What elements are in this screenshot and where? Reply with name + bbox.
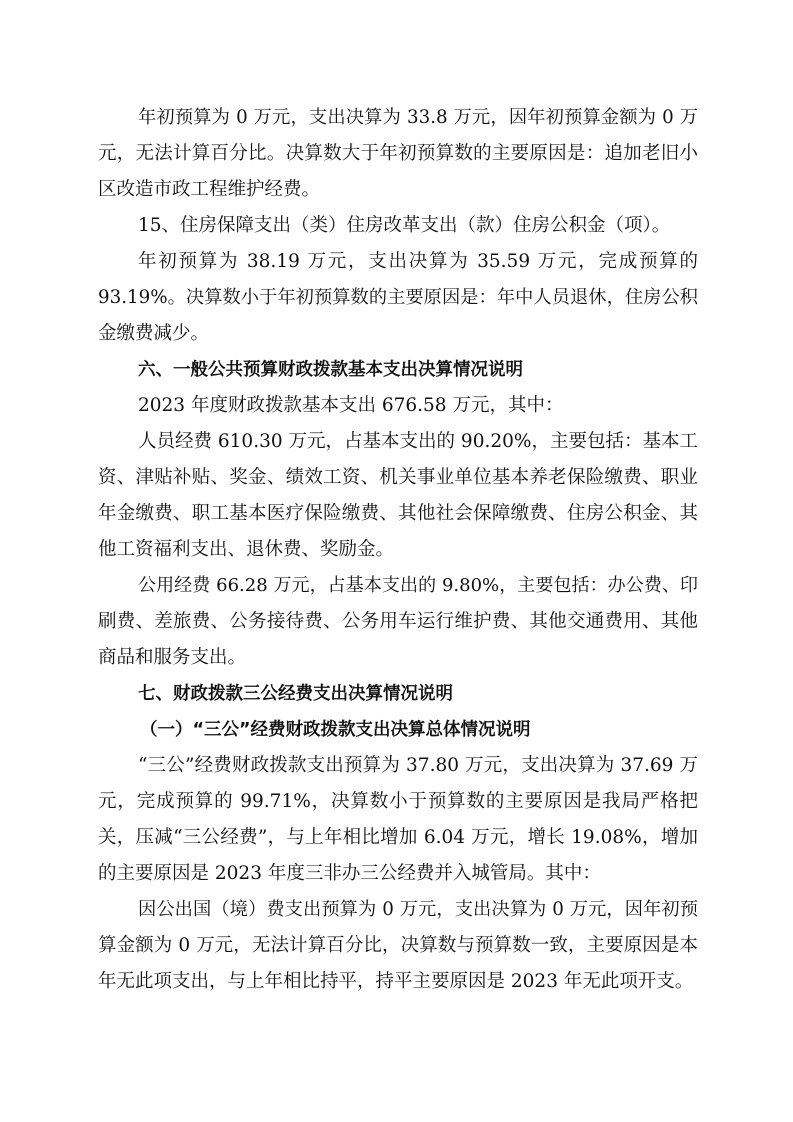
section-heading-7: 七、财政拨款三公经费支出决算情况说明 [138, 684, 453, 704]
paragraph-line: 商品和服务支出。 [98, 647, 247, 668]
item-15-line: 15、住房保障支出（类）住房改革支出（款）住房公积金（项）。 [138, 215, 671, 236]
paragraph-line: 关，压减“三公经费”，与上年相比增加 6.04 万元，增长 19.08%，增加 [98, 827, 698, 848]
paragraph-line: 元，完成预算的 99.71%，决算数小于预算数的主要原因是我局严格把 [98, 791, 698, 812]
paragraph-line: 的主要原因是 2023 年度三非办三公经费并入城管局。其中： [98, 863, 601, 884]
paragraph-line: 年初预算为 0 万元，支出决算为 33.8 万元，因年初预算金额为 0 万 [138, 107, 698, 128]
paragraph-line: 刷费、差旅费、公务接待费、公务用车运行维护费、其他交通费用、其他 [98, 611, 698, 632]
paragraph-line: 资、津贴补贴、奖金、绩效工资、机关事业单位基本养老保险缴费、职业 [98, 467, 698, 488]
paragraph-line: 算金额为 0 万元，无法计算百分比，决算数与预算数一致，主要原因是本 [98, 935, 698, 956]
paragraph-line: 区改造市政工程维护经费。 [98, 179, 321, 200]
paragraph-line: 人员经费 610.30 万元，占基本支出的 90.20%，主要包括：基本工 [138, 431, 698, 452]
paragraph-line: 年无此项支出，与上年相比持平，持平主要原因是 2023 年无此项开支。 [98, 971, 694, 992]
section-heading-6: 六、一般公共预算财政拨款基本支出决算情况说明 [138, 360, 523, 380]
paragraph-line: 93.19%。决算数小于年初预算数的主要原因是：年中人员退休，住房公积 [98, 287, 698, 308]
paragraph-line: 金缴费减少。 [98, 323, 210, 344]
paragraph-line: “三公”经费财政拨款支出预算为 37.80 万元，支出决算为 37.69 万 [138, 755, 698, 776]
paragraph-line: 年金缴费、职工基本医疗保险缴费、其他社会保障缴费、住房公积金、其 [98, 503, 698, 524]
paragraph-line: 年初预算为 38.19 万元，支出决算为 35.59 万元，完成预算的 [138, 251, 698, 272]
paragraph-line: 2023 年度财政拨款基本支出 676.58 万元，其中： [138, 395, 564, 416]
subsection-heading-7-1: （一）“三公”经费财政拨款支出决算总体情况说明 [140, 720, 531, 740]
paragraph-line: 他工资福利支出、退休费、奖励金。 [98, 539, 395, 560]
paragraph-line: 公用经费 66.28 万元，占基本支出的 9.80%，主要包括：办公费、印 [138, 575, 698, 596]
paragraph-line: 元，无法计算百分比。决算数大于年初预算数的主要原因是：追加老旧小 [98, 143, 698, 164]
paragraph-line: 因公出国（境）费支出预算为 0 万元，支出决算为 0 万元，因年初预 [138, 899, 698, 920]
